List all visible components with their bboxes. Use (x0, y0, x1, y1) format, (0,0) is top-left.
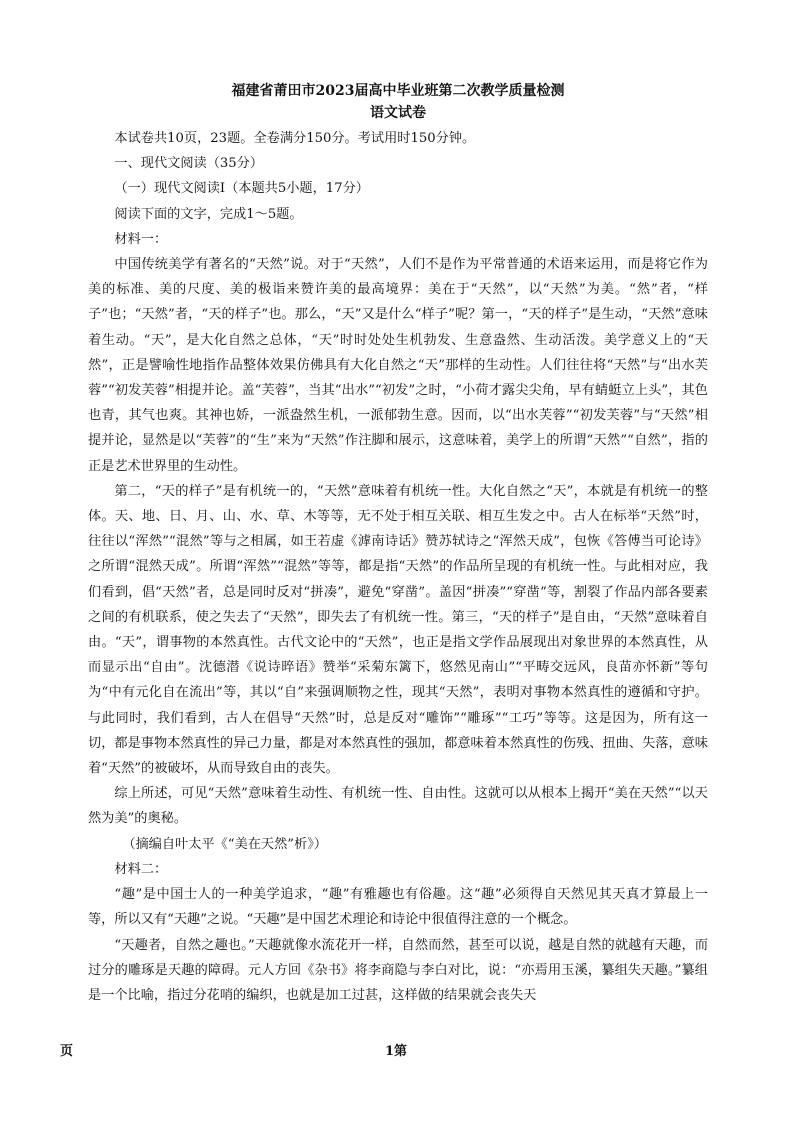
material-one-paragraph: 综上所述，可见“天然”意味着生动性、有机统一性、自由性。这就可以从根本上揭开“美在天然”“以天然为美”的奥秘。 (88, 786, 708, 827)
section-heading: 一、现代文阅读（35分） (114, 156, 264, 172)
material-one-label: 材料一： (114, 231, 168, 247)
reading-instruction: 阅读下面的文字，完成1～5题。 (114, 206, 303, 222)
footer-left-text: 页 (60, 1044, 74, 1059)
document-subtitle: 语文试卷 (370, 105, 426, 121)
material-one-paragraph: 中国传统美学有著名的“天然”说。对于“天然”，人们不是作为平常普通的术语来运用，而是将它作为美的标准、美的尺度、美的极诣来赞许美的最高境界：美在于“天然”，以“天然”为美。“然”者，“样子”也；“天然”者，“天的样子”也。那么，“天”又是什么“样子”呢？第一，“天的样子”是生动，“天然”意味着生动。“天”，是大化自然之总体，“天”时时处处生机勃发、生意盎然、生动活泼。美学意义上的“天然”，正是譬喻性地指作品整体效果仿佛具有大化自然之“天”那样的生动性。人们往往将“天然”与“出水芙蓉”“初发芙蓉”相提并论。盖“芙蓉”，当其“出水”“初发”之时，“小荷才露尖尖角，早有蜻蜓立上头”，其色也青，其气也爽。其神也娇，一派盎然生机，一派郁勃生意。因而，以“出水芙蓉”“初发芙蓉”与“天然”相提并论，显然是以“芙蓉”的“生”来为“天然”作注脚和展示，这意味着，美学上的所谓“天然”“自然”，指的正是艺术世界里的生动性。 (88, 257, 708, 474)
document-title: 福建省莆田市2023届高中毕业班第二次教学质量检测 (231, 83, 565, 99)
document-body (88, 80, 708, 1008)
material-two-paragraph: “趣”是中国士人的一种美学追求，“趣”有雅趣也有俗趣。这“趣”必须得自天然见其天真才算最上一等，所以又有“天趣”之说。“天趣”是中国艺术理论和诗论中很值得注意的一个概念。 (88, 887, 708, 928)
page-number: 1第 (385, 1044, 408, 1059)
material-one-source: （摘编自叶太平《“美在天然”析》） (122, 836, 328, 852)
exam-info: 本试卷共10页，23题。全卷满分150分。考试用时150分钟。 (114, 131, 476, 146)
subsection-heading: （一）现代文阅读Ⅰ（本题共5小题，17分） (114, 181, 369, 197)
material-two-label: 材料二： (114, 861, 168, 877)
material-two-paragraph: “天趣者，自然之趣也。”天趣就像水流花开一样，自然而然，甚至可以说，越是自然的就越有天趣，而过分的雕琢是天趣的障碍。元人方回《杂书》将李商隐与李白对比，说：“亦焉用玉溪，纂组失天趣。”纂组是一个比喻，指过分花哨的编织，也就是加工过甚，这样做的结果就会丧失天 (88, 937, 708, 1003)
material-one-paragraph: 第二，“天的样子”是有机统一的，“天然”意味着有机统一性。大化自然之“天”，本就是有机统一的整体。天、地、日、月、山、水、草、木等等，无不处于相互关联、相互生发之中。古人在标举“天然”时，往往以“浑然”“混然”等与之相属，如王若虚《滹南诗话》赞苏轼诗之“浑然天成”，包恢《答傅当可论诗》之所谓“混然天成”。所谓“浑然”“混然”等等，都是指“天然”的作品所呈现的有机统一性。与此相对应，我们看到，倡“天然”者，总是同时反对“拼凑”，避免“穿凿”。盖因“拼凑”“穿凿”等，割裂了作品内部各要素之间的有机联系，使之失去了“天然”，即失去了有机统一性。第三，“天的样子”是自由，“天然”意味着自由。“天”，谓事物的本然真性。古代文论中的“天然”，也正是指文学作品展现出对象世界的本然真性，从而显示出“自由”。沈德潜《说诗晬语》赞举“采菊东篱下，悠然见南山”“平畴交远风，良苗亦怀新”等句为“中有元化自在流出”等，其以“自”来强调顺物之性，现其“天然”，表明对事物本然真性的遵循和守护。与此同时，我们看到，古人在倡导“天然”时，总是反对“雕饰”“雕琢”“工巧”等等。这是因为，所有这一切，都是事物本然真性的异己力量，都是对本然真性的强加，都意味着本然真性的伤残、扭曲、失落，意味着“天然”的被破坏，从而导致自由的丧失。 (88, 483, 708, 777)
